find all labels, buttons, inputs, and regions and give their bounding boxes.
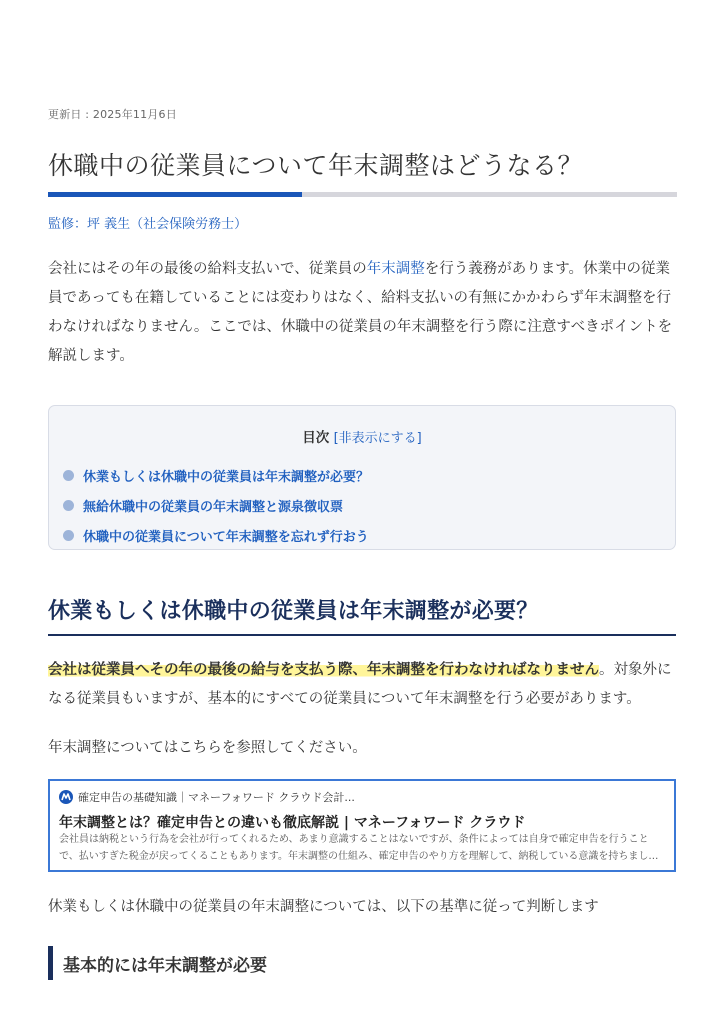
moneyforward-logo-icon [59,790,73,804]
table-of-contents [48,405,676,550]
toc-header [49,426,675,446]
paragraph-text: 。対象外になる従業員もいますが、基本的にすべての従業員について年末調整を行う必要があります。 [48,662,672,707]
bullet-icon [63,530,74,541]
intro-paragraph [48,255,678,371]
toc-item-label[interactable]: 休職中の従業員について年末調整を忘れず行おう [83,529,369,545]
toc-item-label[interactable]: 無給休職中の従業員の年末調整と源泉徴収票 [83,499,344,515]
toc-item[interactable] [63,490,369,520]
toc-item[interactable] [63,520,369,550]
reference-text: 年末調整についてはこちらを参照してください。 [48,740,367,756]
subsection-heading: 基本的には年末調整が必要 [48,946,267,980]
intro-text-after: を行う義務があります。休業中の従業員であっても在籍していることには変わりはなく、給料支払いの有無にかかわらず年末調整を行わなければなりません。ここでは、休職中の従業員の年末調整を行う際に注意すべきポイントを解説します。 [48,261,673,364]
toc-list [63,460,369,550]
toc-toggle-link[interactable]: [非表示にする] [333,431,422,446]
supervisor-link[interactable]: 監修：坪 義生（社会保険労務士） [48,217,248,232]
toc-item[interactable] [63,460,369,490]
title-underline-accent [48,192,302,197]
highlighted-text: 会社は従業員へその年の最後の給与を支払う際、年末調整を行わなければなりません [48,662,599,678]
link-card-site [59,789,355,805]
judgement-text: 休業もしくは休職中の従業員の年末調整については、以下の基準に従って判断します [48,899,599,915]
section-paragraph [48,656,678,714]
toc-label: 目次 [302,430,330,446]
link-card-title[interactable]: 年末調整とは？確定申告との違いも徹底解説 | マネーフォワード クラウド [59,815,526,831]
link-card[interactable] [48,779,676,872]
link-card-description: 会社員は納税という行為を会社が行ってくれるため、あまり意識することはないですが、条件によっては自身で確定申告を行うことで、払いすぎた税金が戻ってくることもあります。年末調整の仕組み、確定申告のやり方を理解して、納税している意識を持ちまし… [59,834,659,862]
bullet-icon [63,470,74,481]
toc-item-label[interactable]: 休業もしくは休職中の従業員は年末調整が必要？ [83,469,370,485]
intro-text-before: 会社にはその年の最後の給料支払いで、従業員の [48,261,367,277]
page-title: 休職中の従業員について年末調整はどうなる？ [48,151,584,180]
updated-date: 更新日 : 2025年11月6日 [48,108,177,121]
section-heading: 休業もしくは休職中の従業員は年末調整が必要？ [48,599,539,624]
section-heading-rule [48,634,676,636]
bullet-icon [63,500,74,511]
nenmatsu-chousei-link[interactable]: 年末調整 [366,261,425,277]
title-underline [48,192,677,197]
link-card-site-name: 確定申告の基礎知識｜マネーフォワード クラウド会計... [78,791,355,804]
